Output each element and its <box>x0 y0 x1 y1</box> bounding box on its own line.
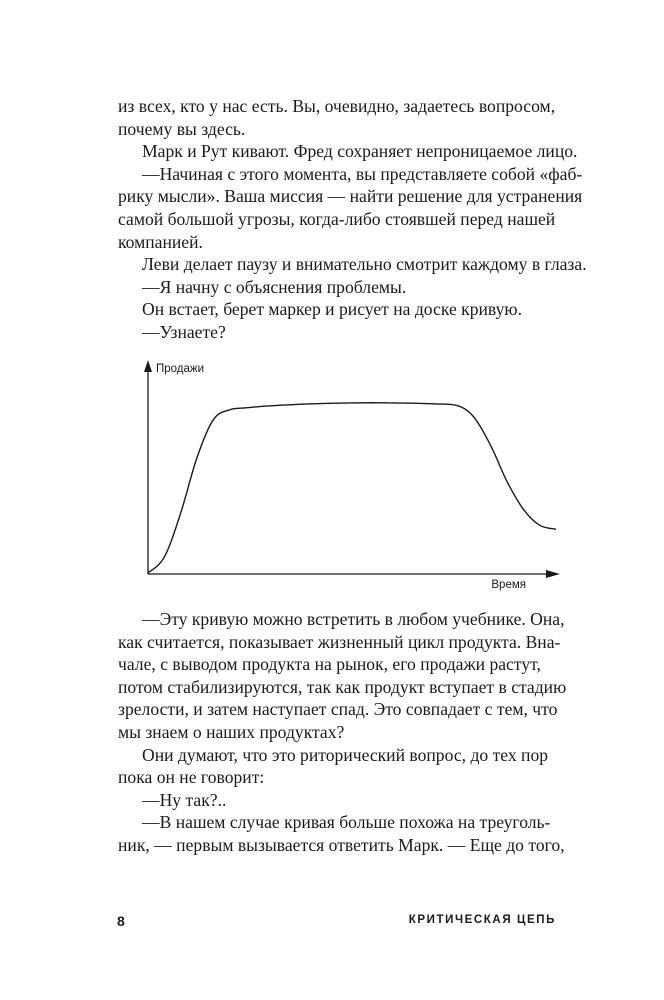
running-title: КРИТИЧЕСКАЯ ЦЕПЬ <box>408 914 556 926</box>
x-axis-arrow-icon <box>546 570 560 578</box>
text-line: пока он не говорит: <box>118 767 265 788</box>
text-line: компанией. <box>118 231 203 252</box>
text-line: —Я начну с объяснения проблемы. <box>142 276 407 297</box>
text-line: —Ну так?.. <box>142 789 227 810</box>
text-line: рику мысли». Ваша миссия — найти решение для устранения <box>118 186 583 207</box>
text-line: чале, с выводом продукта на рынок, его продажи растут, <box>118 654 541 675</box>
series-line <box>148 403 556 573</box>
bottom-text-block <box>118 608 567 857</box>
text-line: как считается, показывает жизненный цикл продукта. Вна- <box>118 631 561 652</box>
text-line: Марк и Рут кивают. Фред сохраняет непроницаемое лицо. <box>142 141 578 162</box>
top-text-block <box>118 95 587 344</box>
lifecycle-chart <box>128 356 568 596</box>
text-line: потом стабилизируются, так как продукт вступает в стадию <box>118 676 567 697</box>
text-line: Они думают, что это риторический вопрос, до тех пор <box>142 744 549 765</box>
text-line: Он встает, берет маркер и рисует на доске кривую. <box>142 299 522 320</box>
page-number: 8 <box>117 913 125 929</box>
x-axis-label: Время <box>491 579 526 591</box>
text-line: ник, — первым вызывается ответить Марк. — Еще до того, <box>118 834 565 855</box>
text-line: почему вы здесь. <box>118 118 246 139</box>
text-line: мы знаем о наших продуктах? <box>118 721 345 742</box>
y-axis-arrow-icon <box>144 360 152 372</box>
text-line: самой большой угрозы, когда-либо стоявшей перед нашей <box>118 208 556 229</box>
text-line: —Узнаете? <box>142 321 226 342</box>
text-line: Леви делает паузу и внимательно смотрит каждому в глаза. <box>142 254 587 275</box>
text-line: из всех, кто у нас есть. Вы, очевидно, задаетесь вопросом, <box>118 96 556 116</box>
text-line: зрелости, и затем наступает спад. Это совпадает с тем, что <box>118 699 558 720</box>
text-line: —В нашем случае кривая больше похожа на треуголь- <box>142 812 551 833</box>
text-line: —Начиная с этого момента, вы представляете собой «фаб- <box>142 163 583 184</box>
y-axis-label: Продажи <box>156 363 205 375</box>
text-line: —Эту кривую можно встретить в любом учебнике. Она, <box>142 609 565 629</box>
